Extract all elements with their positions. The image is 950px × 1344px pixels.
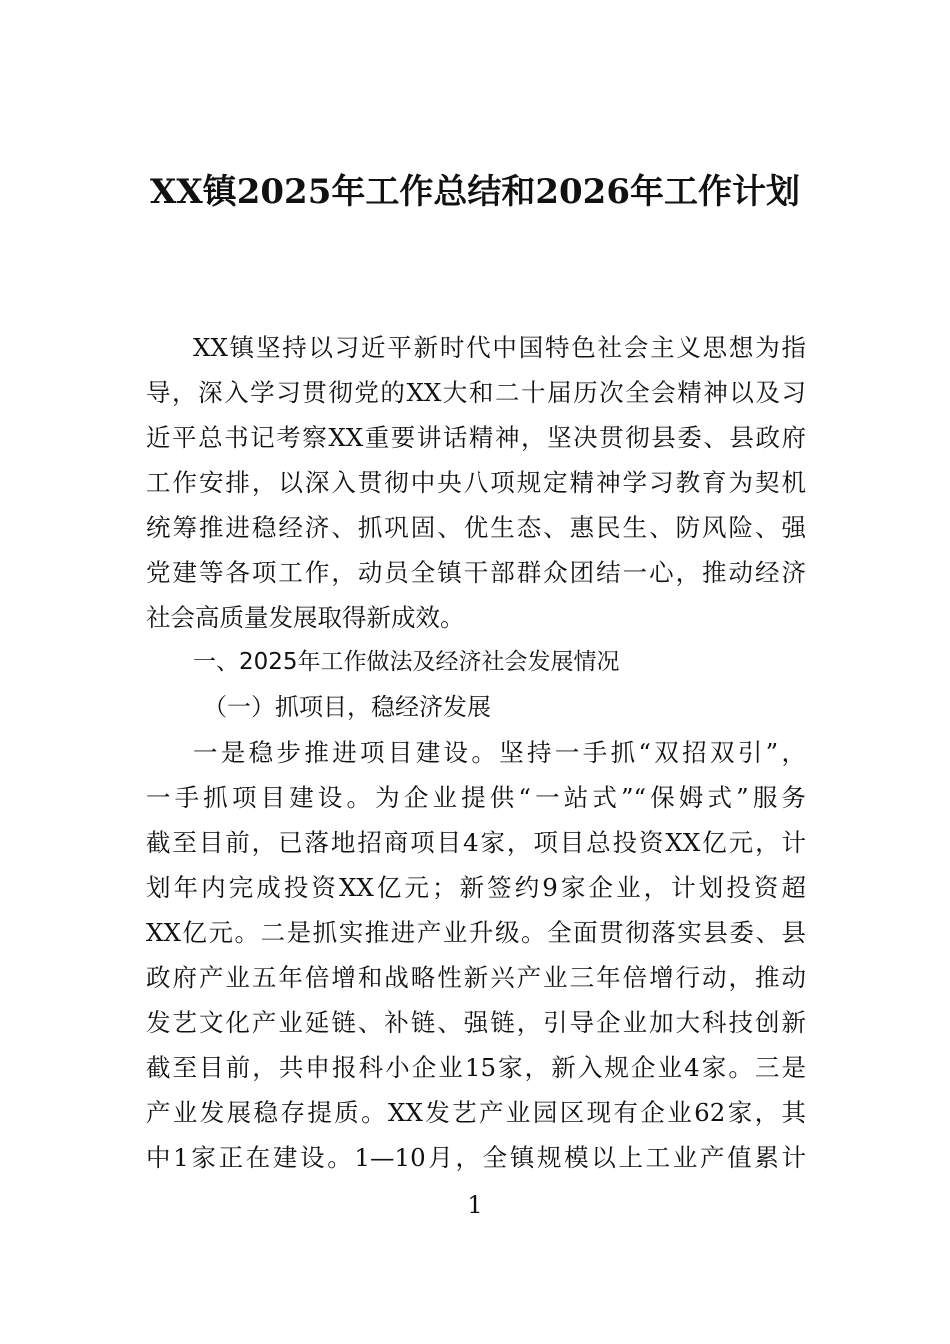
intro-line: 统筹推进稳经济、抓巩固、优生态、惠民生、防风险、强 — [146, 513, 806, 542]
body-line: XX亿元。二是抓实推进产业升级。全面贯彻落实县委、县 — [146, 918, 806, 947]
intro-line: 导，深入学习贯彻党的XX大和二十届历次全会精神以及习 — [146, 378, 806, 407]
document-title: XX镇2025年工作总结和2026年工作计划 — [149, 172, 801, 212]
body-line: 一手抓项目建设。为企业提供“一站式”“保姆式”服务 — [146, 783, 806, 812]
section-heading: 一、2025年工作做法及经济社会发展情况 — [193, 649, 620, 675]
subsection-heading: （一）抓项目，稳经济发展 — [203, 693, 491, 721]
body-line: 截至目前，共申报科小企业15家，新入规企业4家。三是 — [146, 1053, 806, 1082]
body-line: 一是稳步推进项目建设。坚持一手抓“双招双引”， — [193, 738, 806, 767]
intro-line: XX镇坚持以习近平新时代中国特色社会主义思想为指 — [193, 333, 806, 362]
body-line: 划年内完成投资XX亿元；新签约9家企业，计划投资超 — [146, 873, 806, 902]
body-line: 产业发展稳存提质。XX发艺产业园区现有企业62家，其 — [146, 1098, 806, 1127]
body-line: 发艺文化产业延链、补链、强链，引导企业加大科技创新 — [146, 1008, 806, 1037]
body-line: 政府产业五年倍增和战略性新兴产业三年倍增行动，推动 — [146, 963, 806, 992]
body-line: 截至目前，已落地招商项目4家，项目总投资XX亿元，计 — [146, 828, 806, 857]
intro-line: 近平总书记考察XX重要讲话精神，坚决贯彻县委、县政府 — [146, 423, 806, 452]
body-line: 中1家正在建设。1—10月，全镇规模以上工业产值累计 — [146, 1143, 806, 1172]
intro-line: 工作安排，以深入贯彻中央八项规定精神学习教育为契机 — [146, 468, 806, 497]
page-number: 1 — [467, 1191, 483, 1219]
intro-line: 社会高质量发展取得新成效。 — [146, 603, 465, 632]
intro-line: 党建等各项工作，动员全镇干部群众团结一心，推动经济 — [146, 558, 806, 587]
